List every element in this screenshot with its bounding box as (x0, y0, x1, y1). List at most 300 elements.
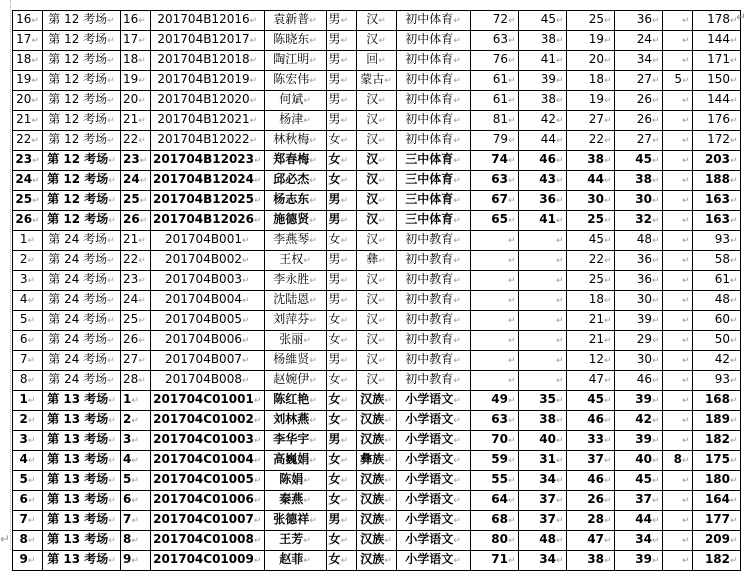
cell-subject-text: 三中体育 (405, 192, 454, 206)
cell-name-text: 刘萍芬 (273, 312, 310, 326)
cell-mark: ↵ (31, 116, 39, 126)
cell-nation (356, 491, 396, 511)
cell-mark: ↵ (604, 436, 612, 446)
cell-score-3 (566, 111, 614, 131)
cell-subject (396, 471, 470, 491)
cell-score-3-text: 46 (587, 412, 604, 426)
cell-mark: ↵ (682, 276, 690, 286)
cell-mark: ↵ (131, 496, 139, 506)
cell-score-5 (662, 131, 692, 151)
cell-score-5 (662, 211, 692, 231)
cell-seat-text: 3 (123, 432, 132, 446)
cell-mark: ↵ (31, 76, 39, 86)
cell-nation-text: 汉 (366, 272, 379, 286)
cell-name-text: 邱必杰 (273, 172, 310, 186)
cell-sex-text: 男 (328, 212, 341, 226)
cell-nation-text: 汉族 (360, 492, 385, 506)
cell-score-5 (662, 431, 692, 451)
cell-name-text: 张德祥 (273, 512, 310, 526)
cell-total (692, 391, 740, 411)
cell-id-text: 201704C01006 (153, 492, 254, 506)
cell-mark: ↵ (508, 496, 516, 506)
cell-seq (13, 211, 43, 231)
cell-score-3 (566, 371, 614, 391)
cell-id (151, 451, 265, 471)
cell-mark: ↵ (682, 36, 690, 46)
cell-room-text: 第 12 考场 (47, 172, 109, 186)
cell-subject-text: 小学语文 (405, 532, 454, 546)
cell-mark: ↵ (508, 236, 516, 246)
cell-total-text: 61 (714, 272, 730, 286)
cell-name-text: 何斌 (279, 92, 304, 106)
cell-nation-text: 汉 (366, 232, 379, 246)
cell-sex-text: 女 (328, 152, 341, 166)
cell-mark: ↵ (378, 216, 386, 226)
cell-sex (326, 391, 356, 411)
cell-score-2-text: 38 (540, 92, 556, 106)
cell-score-1-text: 49 (491, 392, 508, 406)
cell-total-text: 58 (714, 252, 730, 266)
cell-room (43, 291, 121, 311)
cell-seq-text: 25 (15, 192, 33, 206)
cell-score-1-text: 63 (491, 412, 508, 426)
cell-mark: ↵ (31, 36, 39, 46)
cell-score-4-text: 38 (635, 172, 652, 186)
cell-room-text: 第 12 考场 (48, 132, 108, 146)
cell-mark: ↵ (340, 456, 349, 466)
cell-seat (121, 371, 151, 391)
cell-mark: ↵ (682, 476, 690, 486)
cell-nation-text: 彝 (366, 252, 379, 266)
cell-seq-text: 21 (16, 112, 32, 126)
cell-mark: ↵ (508, 96, 516, 106)
cell-mark: ↵ (682, 556, 690, 566)
cell-seat-text: 21 (123, 232, 139, 246)
cell-mark: ↵ (682, 56, 690, 66)
cell-mark: ↵ (508, 316, 516, 326)
cell-nation (356, 51, 396, 71)
cell-seat-text: 22 (123, 132, 139, 146)
cell-sex (326, 111, 356, 131)
cell-mark: ↵ (309, 136, 317, 146)
cell-score-5 (662, 471, 692, 491)
cell-name (264, 71, 326, 91)
cell-score-2-text: 42 (540, 112, 556, 126)
cell-mark: ↵ (652, 476, 660, 486)
cell-mark: ↵ (303, 96, 311, 106)
cell-score-4 (614, 111, 662, 131)
table-row (13, 371, 741, 391)
cell-score-2-text: 38 (540, 32, 556, 46)
cell-seq (13, 331, 43, 351)
cell-room-text: 第 13 考场 (47, 512, 109, 526)
cell-mark: ↵ (309, 16, 317, 26)
cell-name-text: 张丽 (279, 332, 304, 346)
cell-subject (396, 171, 470, 191)
cell-nation-text: 汉 (366, 332, 379, 346)
cell-nation-text: 汉 (366, 212, 379, 226)
cell-score-1-text: 72 (492, 12, 508, 26)
cell-score-4 (614, 531, 662, 551)
cell-sex (326, 351, 356, 371)
cell-mark: ↵ (730, 356, 738, 366)
cell-total-text: 50 (714, 332, 730, 346)
cell-score-2 (518, 151, 566, 171)
cell-mark: ↵ (253, 396, 262, 406)
cell-mark: ↵ (27, 316, 36, 326)
cell-score-4 (614, 251, 662, 271)
cell-score-3 (566, 211, 614, 231)
cell-score-5 (662, 391, 692, 411)
cell-mark: ↵ (453, 496, 461, 506)
cell-mark: ↵ (138, 96, 146, 106)
cell-name (264, 291, 326, 311)
cell-nation (356, 91, 396, 111)
cell-sex-text: 女 (328, 232, 341, 246)
cell-mark: ↵ (108, 216, 116, 226)
cell-sex (326, 411, 356, 431)
cell-mark: ↵ (682, 516, 690, 526)
cell-score-2 (518, 431, 566, 451)
cell-score-1-text: 70 (491, 432, 508, 446)
cell-score-3-text: 18 (588, 72, 604, 86)
cell-mark: ↵ (32, 156, 40, 166)
cell-seq (13, 131, 43, 151)
cell-score-2-text: 39 (540, 72, 556, 86)
table-row (13, 11, 741, 31)
cell-room (43, 131, 121, 151)
cell-subject-text: 初中体育 (405, 52, 454, 66)
cell-mark: ↵ (27, 416, 36, 426)
cell-mark: ↵ (453, 376, 461, 386)
cell-mark: ↵ (508, 76, 516, 86)
cell-name-text: 王权 (279, 252, 304, 266)
cell-score-5 (662, 171, 692, 191)
cell-mark: ↵ (139, 216, 148, 226)
cell-subject-text: 初中教育 (405, 332, 454, 346)
cell-score-4-text: 39 (635, 432, 652, 446)
cell-seat (121, 411, 151, 431)
cell-score-4-text: 36 (636, 12, 652, 26)
cell-nation-text: 汉 (366, 192, 379, 206)
cell-sex (326, 251, 356, 271)
cell-mark: ↵ (138, 256, 146, 266)
cell-sex-text: 女 (328, 372, 341, 386)
cell-score-4 (614, 11, 662, 31)
cell-name (264, 511, 326, 531)
cell-mark: ↵ (508, 16, 516, 26)
cell-mark: ↵ (384, 436, 392, 446)
table-row (13, 431, 741, 451)
cell-score-4 (614, 191, 662, 211)
cell-total-text: 182 (704, 432, 730, 446)
table-row (13, 91, 741, 111)
cell-score-2 (518, 131, 566, 151)
cell-room (43, 211, 121, 231)
cell-mark: ↵ (340, 276, 349, 286)
cell-score-2-text: 31 (539, 452, 556, 466)
cell-total-text: 172 (707, 132, 730, 146)
cell-mark: ↵ (340, 156, 349, 166)
cell-mark: ↵ (340, 216, 349, 226)
cell-seq-text: 8 (19, 532, 28, 546)
cell-subject-text: 小学语文 (405, 492, 454, 506)
cell-score-1 (470, 211, 518, 231)
cell-seq-text: 2 (19, 412, 28, 426)
cell-mark: ↵ (384, 556, 392, 566)
cell-score-4 (614, 471, 662, 491)
cell-mark: ↵ (508, 396, 516, 406)
cell-mark: ↵ (508, 276, 516, 286)
cell-score-5 (662, 191, 692, 211)
cell-mark: ↵ (378, 316, 386, 326)
cell-score-1-text: 81 (492, 112, 508, 126)
cell-room (43, 271, 121, 291)
table-row (13, 411, 741, 431)
cell-mark: ↵ (604, 556, 612, 566)
cell-score-1 (470, 51, 518, 71)
cell-score-5-text: 8 (673, 452, 682, 466)
cell-mark: ↵ (730, 156, 738, 166)
cell-subject (396, 331, 470, 351)
table-row (13, 31, 741, 51)
cell-mark: ↵ (730, 476, 738, 486)
cell-seq (13, 171, 43, 191)
cell-seat (121, 111, 151, 131)
cell-total-text: 150 (707, 72, 730, 86)
cell-mark: ↵ (730, 256, 738, 266)
cell-mark: ↵ (378, 36, 386, 46)
cell-seq (13, 31, 43, 51)
cell-score-1 (470, 11, 518, 31)
cell-mark: ↵ (682, 336, 690, 346)
cell-sex-text: 男 (328, 112, 341, 126)
cell-score-3 (566, 311, 614, 331)
cell-score-5 (662, 491, 692, 511)
cell-score-5 (662, 271, 692, 291)
cell-mark: ↵ (508, 296, 516, 306)
cell-mark: ↵ (27, 336, 36, 346)
cell-seat (121, 251, 151, 271)
cell-mark: ↵ (131, 516, 139, 526)
cell-name (264, 171, 326, 191)
cell-id-text: 201704B007 (165, 352, 242, 366)
cell-score-4-text: 39 (636, 312, 652, 326)
cell-mark: ↵ (131, 436, 139, 446)
cell-room (43, 331, 121, 351)
cell-score-3-text: 33 (587, 432, 604, 446)
cell-id (151, 171, 265, 191)
cell-room-text: 第 12 考场 (48, 72, 108, 86)
cell-nation (356, 211, 396, 231)
cell-sex-text: 男 (328, 432, 341, 446)
cell-mark: ↵ (682, 416, 690, 426)
cell-mark: ↵ (303, 116, 311, 126)
cell-nation (356, 311, 396, 331)
cell-subject (396, 31, 470, 51)
cell-seat-text: 27 (123, 352, 139, 366)
cell-score-4 (614, 551, 662, 571)
cell-sex (326, 131, 356, 151)
cell-mark: ↵ (107, 296, 115, 306)
cell-score-3-text: 22 (588, 132, 604, 146)
cell-mark: ↵ (108, 436, 116, 446)
cell-mark: ↵ (508, 56, 516, 66)
cell-name-text: 王芳 (279, 532, 304, 546)
cell-score-4 (614, 171, 662, 191)
cell-subject-text: 初中体育 (405, 132, 454, 146)
cell-mark: ↵ (253, 536, 262, 546)
cell-nation (356, 151, 396, 171)
cell-score-2 (518, 311, 566, 331)
cell-score-3 (566, 71, 614, 91)
cell-mark: ↵ (682, 116, 690, 126)
cell-id-text: 201704B004 (165, 292, 242, 306)
cell-mark: ↵ (556, 396, 564, 406)
cell-score-2 (518, 451, 566, 471)
cell-score-2 (518, 511, 566, 531)
cell-mark: ↵ (682, 16, 690, 26)
cell-mark: ↵ (249, 16, 258, 26)
cell-sex (326, 11, 356, 31)
cell-score-5 (662, 51, 692, 71)
cell-seq (13, 111, 43, 131)
cell-score-1 (470, 71, 518, 91)
cell-score-3 (566, 91, 614, 111)
cell-mark: ↵ (682, 216, 690, 226)
cell-sex (326, 451, 356, 471)
cell-nation-text: 彝族 (360, 452, 385, 466)
cell-mark: ↵ (27, 436, 36, 446)
cell-sex-text: 女 (328, 312, 341, 326)
cell-id (151, 491, 265, 511)
cell-score-2 (518, 291, 566, 311)
cell-mark: ↵ (107, 276, 115, 286)
cell-mark: ↵ (508, 196, 516, 206)
cell-mark: ↵ (31, 96, 39, 106)
cell-mark: ↵ (253, 416, 262, 426)
cell-mark: ↵ (604, 56, 612, 66)
cell-score-1-text: 71 (491, 552, 508, 566)
cell-room (43, 411, 121, 431)
cell-seat (121, 71, 151, 91)
cell-mark: ↵ (508, 376, 516, 386)
cell-nation (356, 431, 396, 451)
cell-mark: ↵ (27, 496, 36, 506)
cell-score-1 (470, 151, 518, 171)
cell-subject (396, 311, 470, 331)
cell-seq-text: 7 (19, 352, 28, 366)
cell-mark: ↵ (730, 436, 738, 446)
row-end-mark: ↵ (736, 10, 747, 24)
cell-room-text: 第 12 考场 (47, 192, 109, 206)
cell-nation-text: 汉 (366, 152, 379, 166)
cell-mark: ↵ (108, 516, 116, 526)
cell-mark: ↵ (253, 476, 262, 486)
cell-seq-text: 22 (16, 132, 32, 146)
cell-id-text: 201704B12022 (157, 132, 250, 146)
cell-score-5 (662, 31, 692, 51)
cell-mark: ↵ (652, 556, 660, 566)
cell-mark: ↵ (378, 256, 386, 266)
cell-score-1-text: 63 (492, 32, 508, 46)
cell-score-4 (614, 71, 662, 91)
cell-seat (121, 91, 151, 111)
cell-id-text: 201704B12017 (157, 32, 250, 46)
cell-subject-text: 初中体育 (405, 12, 454, 26)
cell-mark: ↵ (604, 156, 612, 166)
cell-score-2-text: 43 (539, 172, 556, 186)
cell-seat-text: 9 (123, 552, 132, 566)
cell-nation (356, 71, 396, 91)
cell-seq-text: 3 (19, 272, 28, 286)
cell-mark: ↵ (682, 176, 690, 186)
cell-id (151, 411, 265, 431)
cell-name (264, 391, 326, 411)
cell-mark: ↵ (378, 196, 386, 206)
cell-mark: ↵ (682, 316, 690, 326)
cell-subject (396, 531, 470, 551)
cell-total-text: 144 (707, 92, 730, 106)
cell-score-1 (470, 351, 518, 371)
cell-seat (121, 391, 151, 411)
cell-total (692, 511, 740, 531)
cell-seat-text: 18 (123, 52, 139, 66)
cell-score-5 (662, 451, 692, 471)
cell-score-4-text: 42 (635, 412, 652, 426)
cell-seat-text: 8 (123, 532, 132, 546)
cell-mark: ↵ (32, 216, 40, 226)
cell-score-2-text: 37 (539, 492, 556, 506)
cell-mark: ↵ (556, 296, 564, 306)
cell-seat-text: 23 (123, 152, 140, 166)
cell-mark: ↵ (131, 416, 139, 426)
cell-nation (356, 171, 396, 191)
cell-score-3-text: 46 (587, 472, 604, 486)
cell-mark: ↵ (108, 536, 116, 546)
cell-total (692, 91, 740, 111)
cell-room (43, 351, 121, 371)
cell-subject (396, 251, 470, 271)
cell-mark: ↵ (340, 396, 349, 406)
cell-mark: ↵ (138, 236, 146, 246)
cell-mark: ↵ (556, 236, 564, 246)
cell-total (692, 111, 740, 131)
cell-mark: ↵ (138, 296, 146, 306)
cell-name (264, 231, 326, 251)
cell-mark: ↵ (309, 516, 317, 526)
cell-seat (121, 531, 151, 551)
cell-subject (396, 191, 470, 211)
cell-nation-text: 蒙古 (360, 72, 385, 86)
cell-mark: ↵ (340, 36, 349, 46)
cell-name (264, 251, 326, 271)
table-row (13, 471, 741, 491)
cell-subject-text: 小学语文 (405, 452, 454, 466)
cell-seq-text: 8 (19, 372, 28, 386)
cell-mark: ↵ (556, 356, 564, 366)
cell-mark: ↵ (340, 356, 349, 366)
cell-nation-text: 汉 (366, 292, 379, 306)
cell-mark: ↵ (508, 176, 516, 186)
cell-seat-text: 1 (123, 392, 132, 406)
cell-mark: ↵ (652, 336, 660, 346)
cell-subject-text: 三中体育 (405, 172, 454, 186)
cell-id-text: 201704C01007 (153, 512, 254, 526)
cell-mark: ↵ (27, 276, 36, 286)
cell-nation (356, 271, 396, 291)
cell-room (43, 551, 121, 571)
